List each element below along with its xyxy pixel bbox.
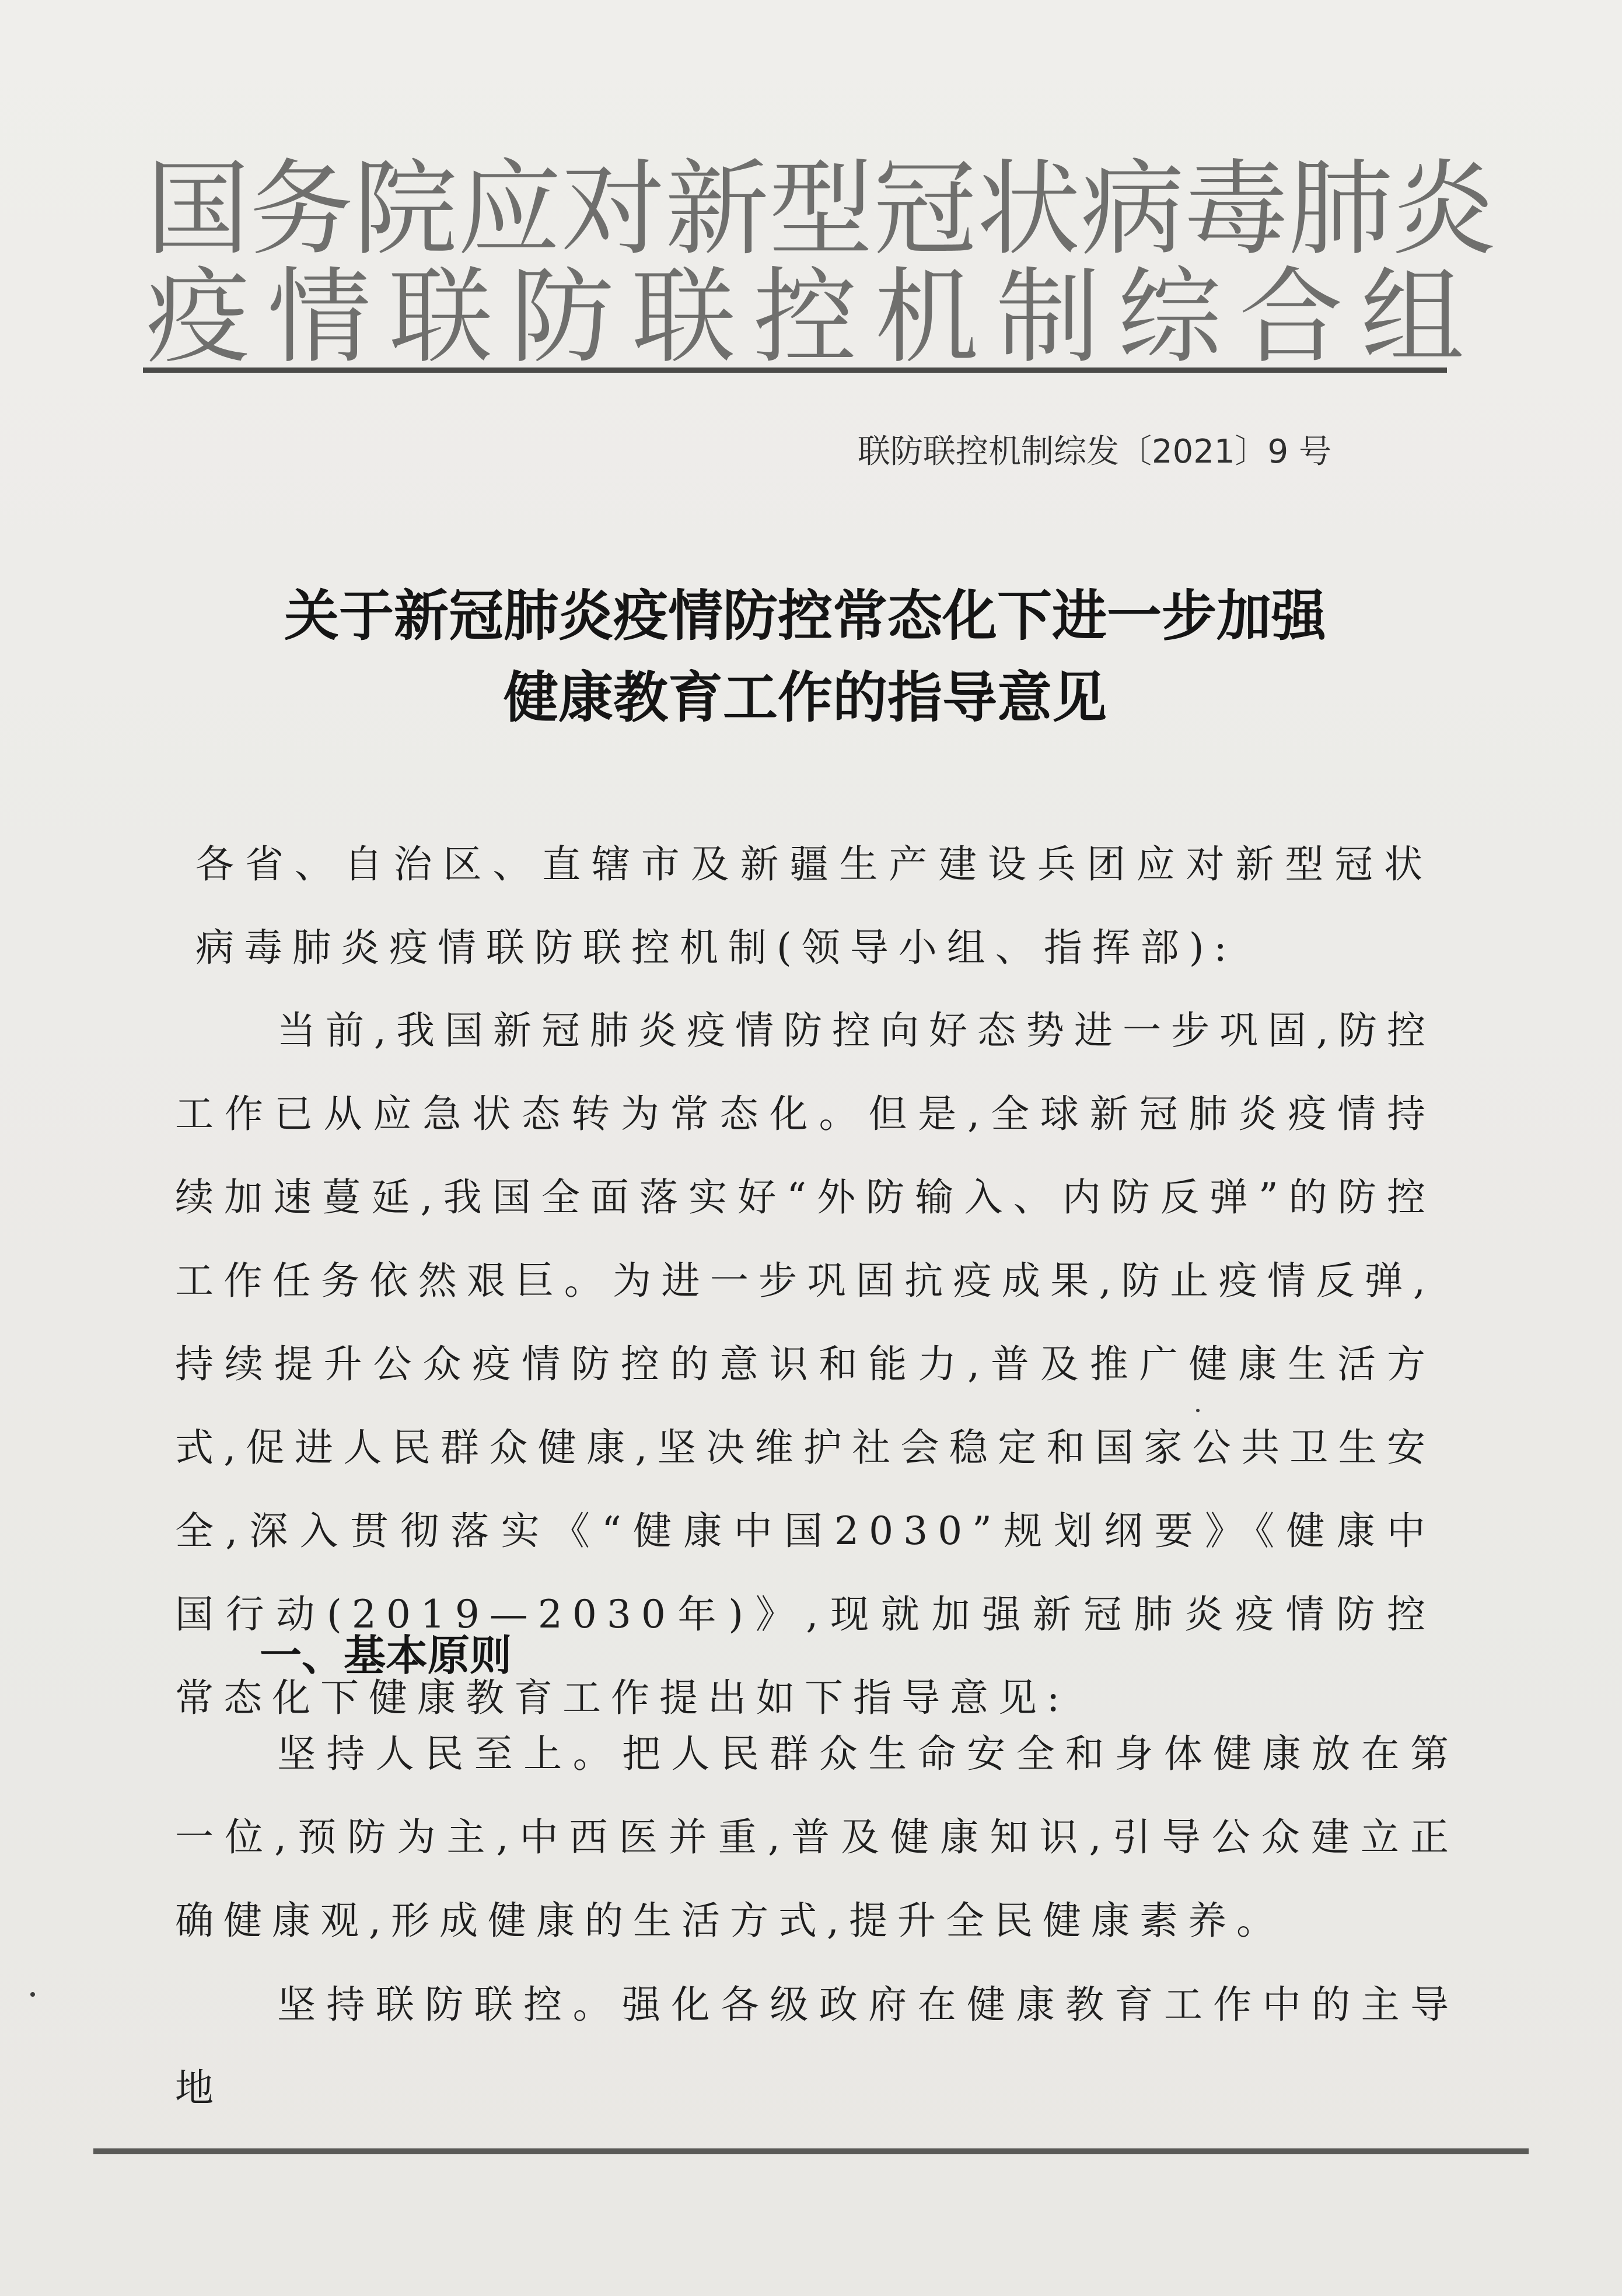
addressee-paragraph: 各省、自治区、直辖市及新疆生产建设兵团应对新型冠状病毒肺炎疫情联防联控机制(领导小组、指挥部):: [195, 842, 1432, 970]
issuer-header-line2: 疫情联防联控机制综合组: [146, 257, 1464, 377]
issuer-header-line1: 国务院应对新型冠状病毒肺炎: [146, 149, 1496, 270]
document-number: 联防联控机制综发〔2021〕9 号: [858, 433, 1331, 471]
principle-paragraph-1: 坚持人民至上。把人民群众生命安全和身体健康放在第一位,预防为主,中西医并重,普及健康知识,引导公众建立正确健康观,形成健康的生活方式,提升全民健康素养。: [175, 1731, 1459, 1943]
footer-divider: [93, 2148, 1529, 2154]
header-divider: [143, 368, 1447, 373]
document-title-line1: 关于新冠肺炎疫情防控常态化下进一步加强: [284, 584, 1326, 648]
document-title-line2: 健康教育工作的指导意见: [503, 666, 1107, 730]
scan-speck: [30, 1992, 35, 1997]
intro-paragraph: 当前,我国新冠肺炎疫情防控向好态势进一步巩固,防控工作已从应急状态转为常态化。但是,全球新冠肺炎疫情持续加速蔓延,我国全面落实好“外防输入、内防反弹”的防控工作任务依然艰巨。为进一步巩固抗疫成果,防止疫情反弹,持续提升公众疫情防控的意识和能力,普及推广健康生活方式,促进人民群众健康,坚决维护社会稳定和国家公共卫生安全,深入贯彻落实《“健康中国2030”规划纲要》《健康中国行动(2019—2030年)》,现就加强新冠肺炎疫情防控常态化下健康教育工作提出如下指导意见:: [175, 1008, 1435, 1720]
scan-speck: [1196, 1409, 1200, 1412]
principle-paragraph-2: 坚持联防联控。强化各级政府在健康教育工作中的主导地: [175, 1982, 1459, 2110]
section-heading-basic-principles: 一、基本原则: [260, 1631, 512, 1680]
